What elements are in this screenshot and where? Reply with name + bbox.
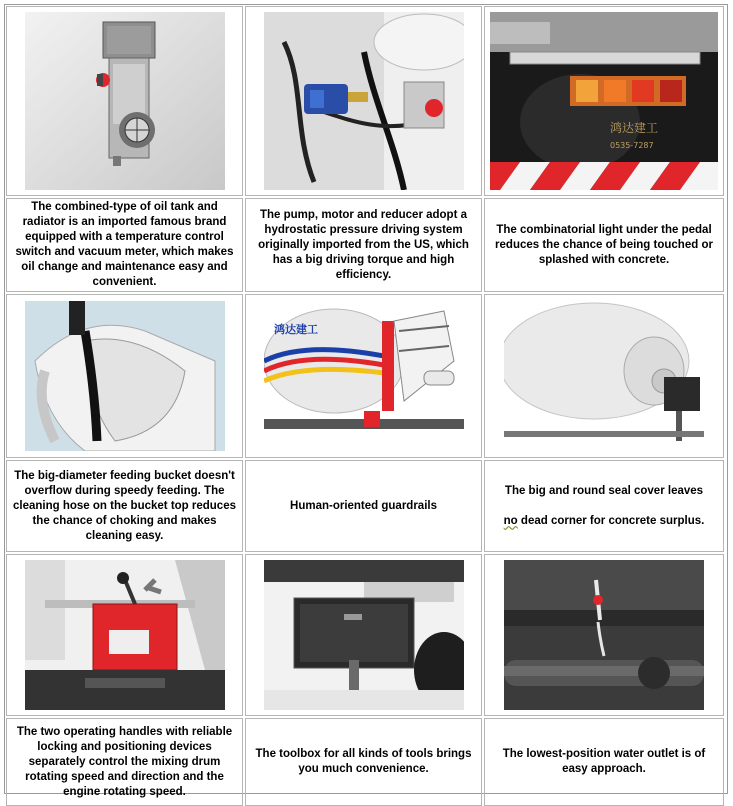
pump-motor-photo: [264, 12, 464, 190]
caption-toolbox: The toolbox for all kinds of tools brings you much convenience.: [255, 748, 472, 775]
caption-guardrails: Human-oriented guardrails: [290, 499, 437, 512]
photo-cell-pump: [245, 6, 482, 196]
caption-cell-handles: [6, 718, 243, 806]
caption-cell-seal-cover: [484, 460, 724, 552]
caption-cell-toolbox: [245, 718, 482, 806]
photo-cell-seal-cover: [484, 294, 724, 458]
water-outlet-photo: [504, 560, 704, 710]
caption-seal-cover-line2: dead corner for concrete surplus.: [517, 514, 705, 527]
caption-handles: The two operating handles with reliable locking and positioning devices separately control the mixing drum rotating speed and direction and the engine rotating speed.: [16, 725, 233, 798]
caption-bucket: The big-diameter feeding bucket doesn't overflow during speedy feeding. The cleaning hose on the bucket top reduces the chance of choking and makes cleaning easy.: [12, 469, 236, 542]
caption-cell-bucket: [6, 460, 243, 552]
feeding-bucket-photo: [25, 301, 225, 451]
caption-light: The combinatorial light under the pedal reduces the chance of being touched or splashed with concrete.: [495, 223, 713, 266]
caption-seal-cover: [504, 484, 705, 529]
photo-cell-guardrails: [245, 294, 482, 458]
photo-cell-handles: [6, 554, 243, 716]
caption-oil-tank: The combined-type of oil tank and radiator is an imported famous brand equipped with a temperature control switch and vacuum meter, which makes oil change and maintenance easy and convenient.: [15, 201, 234, 288]
operating-handles-photo: [25, 560, 225, 710]
caption-seal-cover-line1: The big and round seal cover leaves: [504, 484, 704, 497]
caption-cell-light: [484, 198, 724, 292]
caption-cell-guardrails: [245, 460, 482, 552]
guardrails-photo: [264, 301, 464, 451]
caption-water-outlet: The lowest-position water outlet is of easy approach.: [502, 748, 706, 775]
caption-cell-water-outlet: [484, 718, 724, 806]
caption-seal-cover-no: no: [503, 514, 518, 527]
light-phone-text: 0535-7287: [610, 141, 654, 150]
combinatorial-light-photo: [490, 12, 718, 190]
seal-cover-photo: [504, 301, 704, 451]
oil-tank-radiator-photo: [25, 12, 225, 190]
caption-cell-oil-tank: [6, 198, 243, 292]
drum-brand-text: 鸿达建工: [273, 323, 318, 336]
light-brand-text: 鸿达建工: [610, 121, 659, 135]
photo-cell-light: [484, 6, 724, 196]
caption-pump: The pump, motor and reducer adopt a hydrostatic pressure driving system originally imported from the US, which has a big driving torque and high efficiency.: [258, 208, 469, 281]
photo-cell-oil-tank: [6, 6, 243, 196]
photo-cell-bucket: [6, 294, 243, 458]
toolbox-photo: [264, 560, 464, 710]
photo-cell-water-outlet: [484, 554, 724, 716]
feature-table: [4, 4, 728, 798]
caption-cell-pump: [245, 198, 482, 292]
photo-cell-toolbox: [245, 554, 482, 716]
